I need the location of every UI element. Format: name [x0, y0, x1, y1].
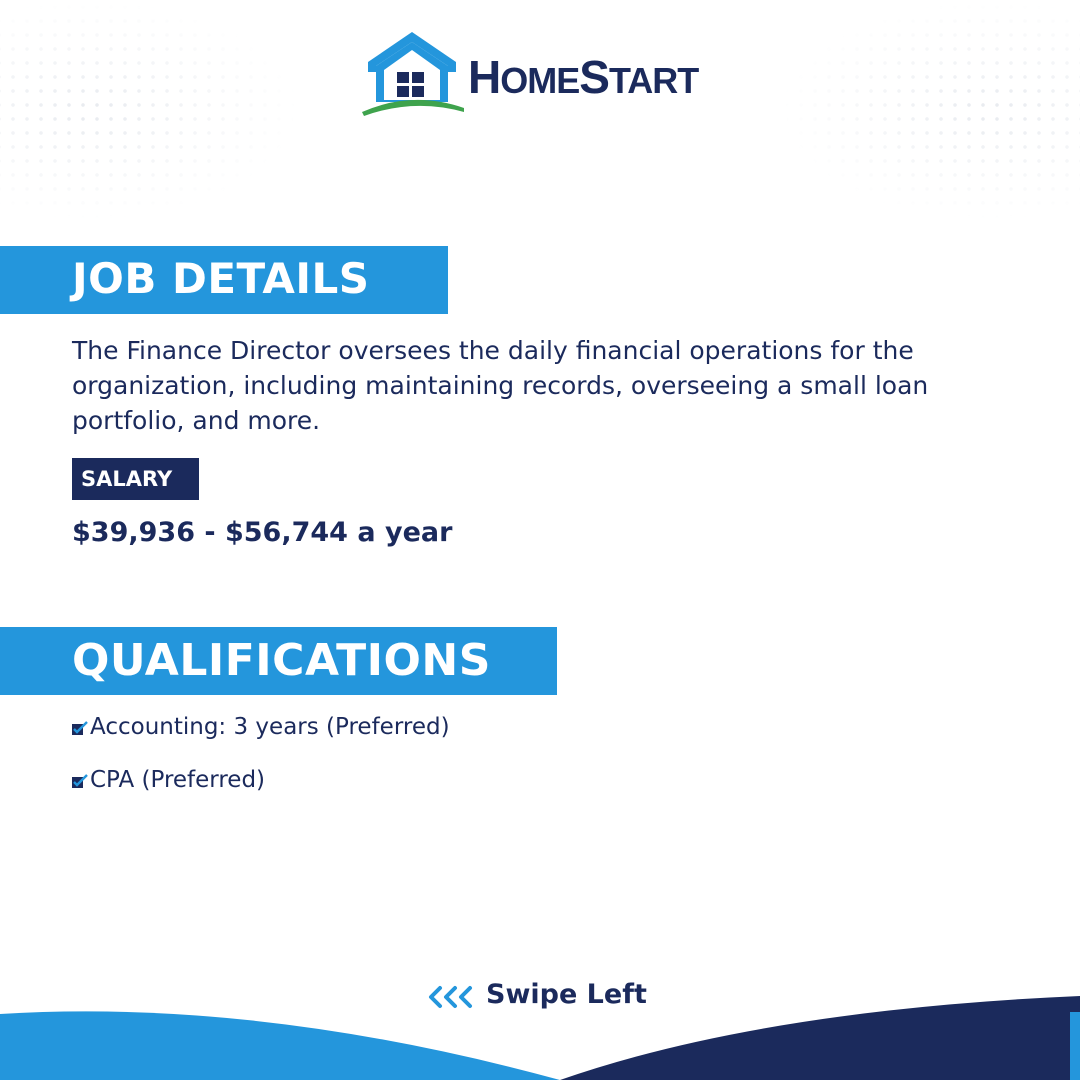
job-details-banner — [0, 246, 448, 314]
dot-pattern-left — [0, 0, 300, 220]
qualifications-heading: QUALIFICATIONS — [72, 635, 491, 686]
qualification-label: Accounting: 3 years (Preferred) — [90, 714, 450, 740]
qualifications-banner — [0, 627, 557, 695]
checkbox-checked-icon — [72, 774, 88, 788]
salary-label: SALARY — [81, 467, 173, 491]
logo-start-rest: TART — [608, 60, 699, 101]
homestart-logo — [362, 28, 722, 118]
dot-pattern-right — [780, 0, 1080, 220]
job-details-heading: JOB DETAILS — [72, 254, 370, 303]
logo-letter-h: H — [468, 51, 501, 103]
house-icon — [362, 28, 466, 118]
salary-badge — [72, 458, 199, 500]
swipe-left-label: Swipe Left — [486, 979, 647, 1010]
logo-wordmark — [468, 50, 698, 104]
logo-letter-s: S — [579, 51, 609, 103]
salary-value: $39,936 - $56,744 a year — [72, 517, 453, 548]
qualification-label: CPA (Preferred) — [90, 767, 266, 793]
checkbox-checked-icon — [72, 721, 88, 735]
logo-home-rest: OME — [500, 60, 580, 101]
job-description: The Finance Director oversees the daily financial operations for the organization, including maintaining records, overseeing a small loan portfolio, and more. — [72, 336, 929, 435]
bottom-wave-decoration — [0, 980, 1080, 1080]
